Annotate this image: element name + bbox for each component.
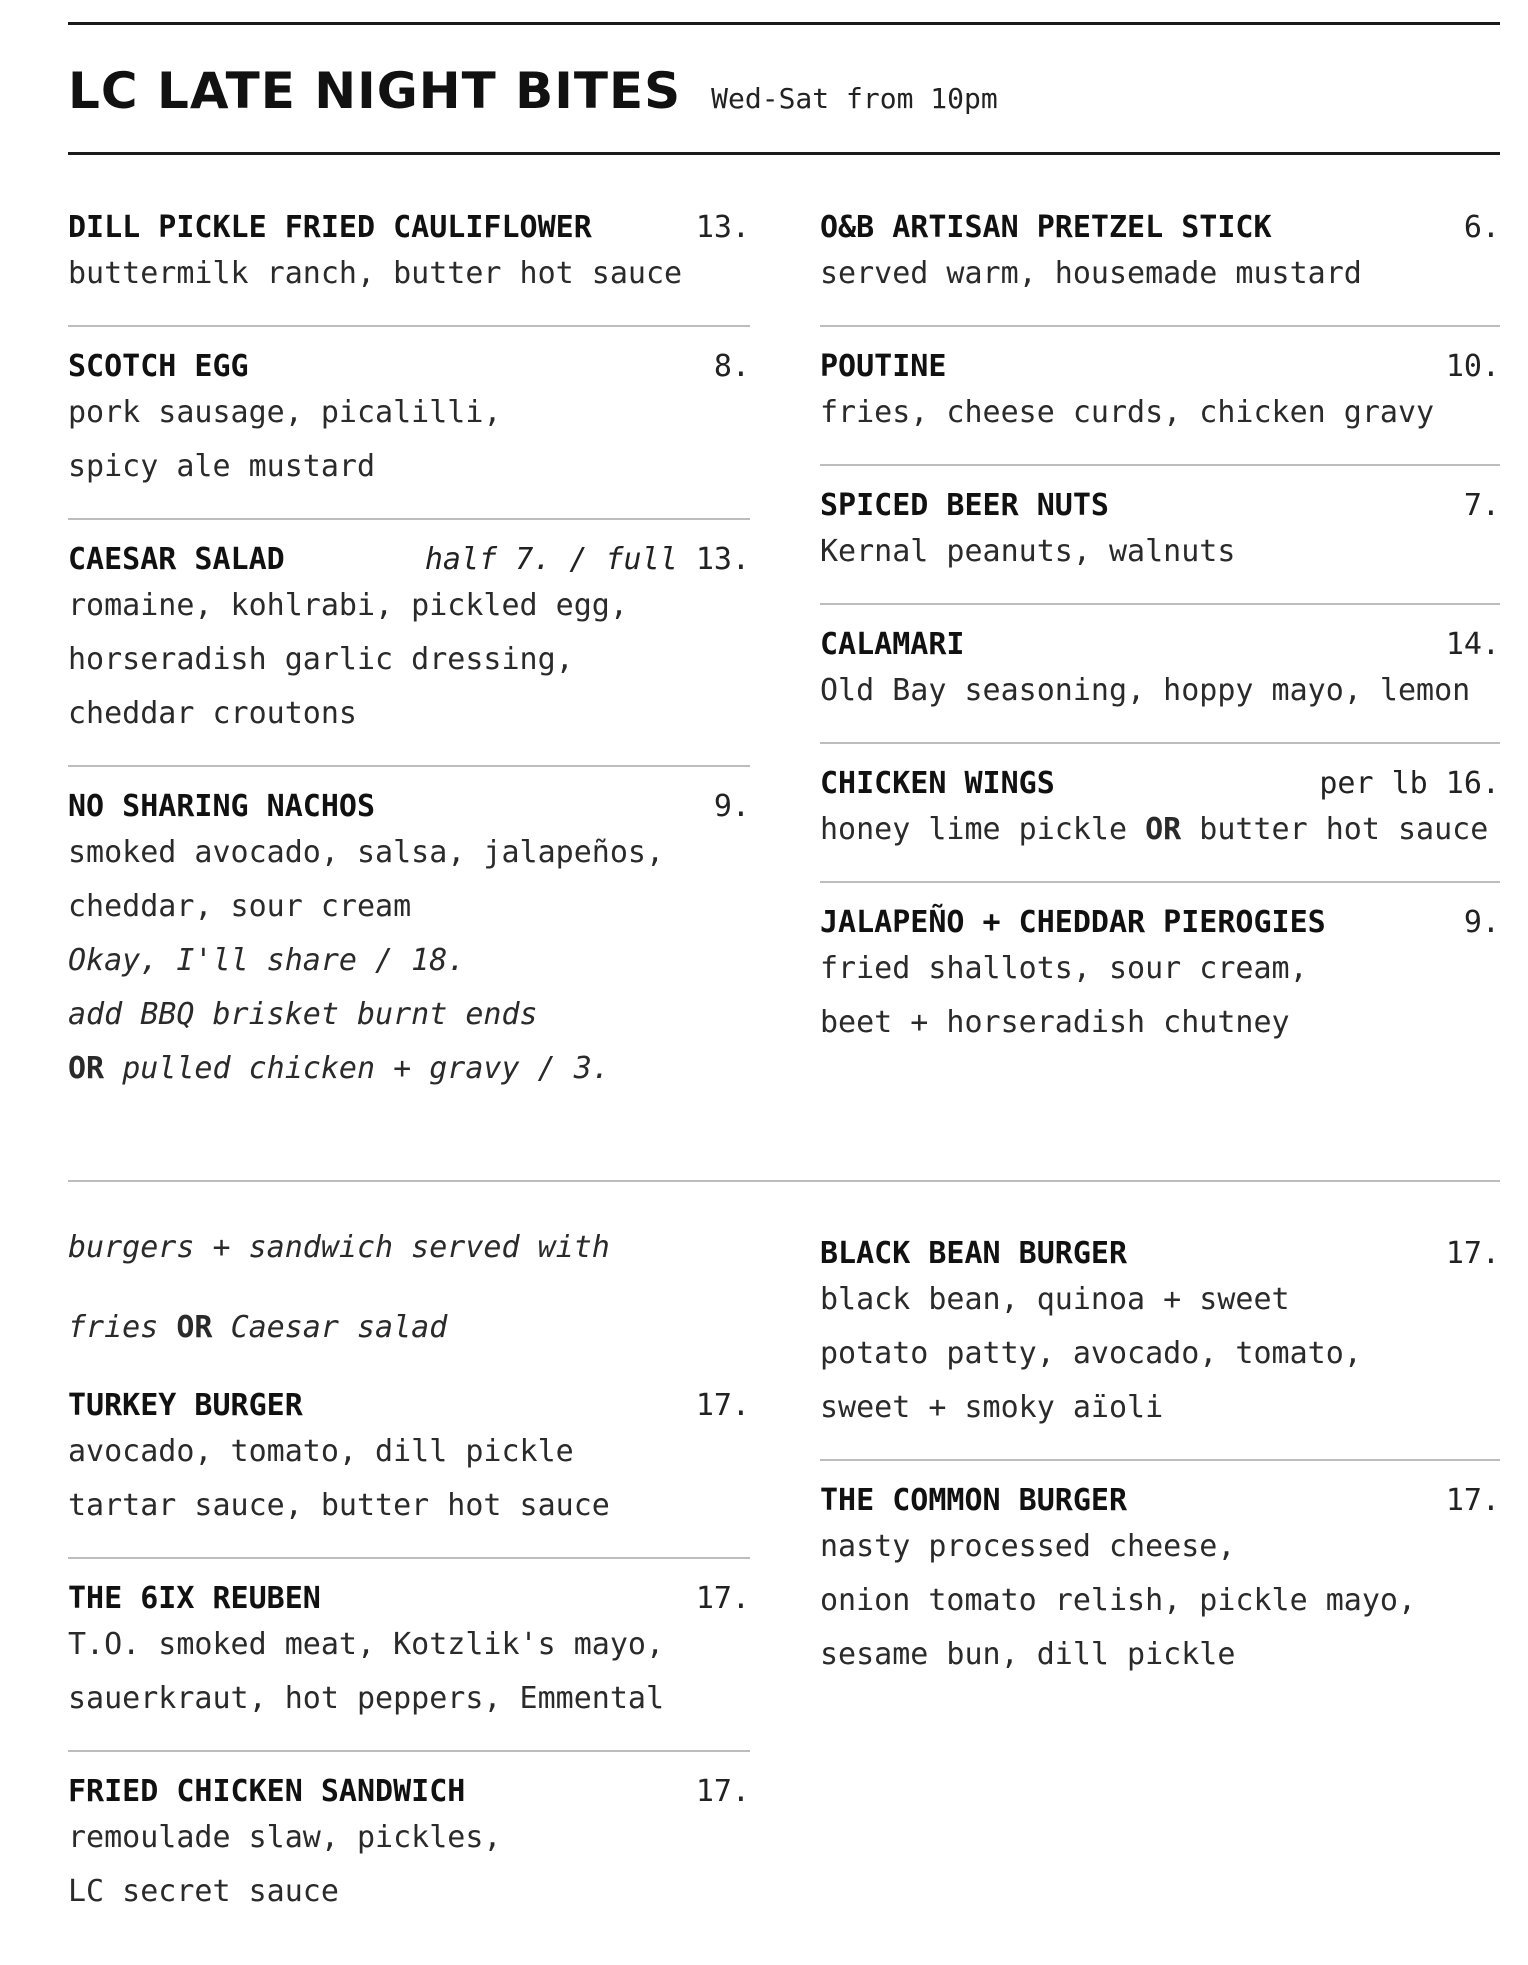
item-desc: spicy ale mustard [68,449,376,484]
item-desc: cheddar, sour cream [68,889,412,924]
item-price: 13. [695,210,750,245]
menu-item [820,627,1500,744]
price-half-label: half [424,542,498,577]
desc-option-a: honey lime pickle [820,812,1128,847]
burgers-right-column [820,1236,1500,1728]
menu-item [68,1774,750,1943]
item-desc: buttermilk ranch, butter hot sauce [68,256,683,291]
item-name: FRIED CHICKEN SANDWICH [68,1774,466,1809]
item-desc: horseradish garlic dressing, [68,642,574,677]
item-name: CALAMARI [820,627,965,662]
menu-header [68,62,998,120]
item-desc: tartar sauce, butter hot sauce [68,1488,610,1523]
or-label: OR [68,1051,105,1086]
item-desc: romaine, kohlrabi, pickled egg, [68,588,628,623]
item-name: SPICED BEER NUTS [820,488,1109,523]
price-full-label: full [605,542,678,577]
item-desc: fries, cheese curds, chicken gravy [820,395,1435,430]
menu-item [820,349,1500,466]
item-price: 9. [713,789,750,824]
menu-item [820,488,1500,605]
item-desc: nasty processed cheese, [820,1529,1236,1564]
item-name: POUTINE [820,349,947,384]
menu-item [68,1388,750,1559]
item-name: TURKEY BURGER [68,1388,303,1423]
menu-title: LC LATE NIGHT BITES [68,62,682,120]
item-price: 6. [1463,210,1500,245]
menu-item [820,1483,1500,1706]
item-desc: potato patty, avocado, tomato, [820,1336,1362,1371]
section-divider [68,1180,1500,1182]
item-price: per lb 16. [1319,766,1500,801]
item-price: 7. [1463,488,1500,523]
item-desc: sesame bun, dill pickle [820,1637,1236,1672]
item-name: O&B ARTISAN PRETZEL STICK [820,210,1272,245]
item-name: CAESAR SALAD [68,542,285,577]
item-desc: Kernal peanuts, walnuts [820,534,1236,569]
item-price: 14. [1445,627,1500,662]
item-desc: T.O. smoked meat, Kotzlik's mayo, [68,1627,665,1662]
item-desc: sweet + smoky aïoli [820,1390,1164,1425]
item-extra: add BBQ brisket burnt ends [68,997,538,1032]
item-price: 9. [1463,905,1500,940]
item-desc: remoulade slaw, pickles, [68,1820,502,1855]
desc-option-b: butter hot sauce [1199,812,1489,847]
item-price: 8. [713,349,750,384]
item-desc: sauerkraut, hot peppers, Emmental [68,1681,665,1716]
item-desc: LC secret sauce [68,1874,339,1909]
item-desc: smoked avocado, salsa, jalapeños, [68,835,665,870]
burgers-note [68,1228,750,1348]
menu-item [68,542,750,767]
item-name: THE 6IX REUBEN [68,1581,321,1616]
menu-item [68,210,750,327]
header-rule [68,152,1500,155]
menu-item [820,1236,1500,1461]
item-name: DILL PICKLE FRIED CAULIFLOWER [68,210,592,245]
item-name: NO SHARING NACHOS [68,789,376,824]
item-desc: fried shallots, sour cream, [820,951,1308,986]
menu-hours: Wed-Sat from 10pm [711,82,998,115]
item-price: 17. [695,1581,750,1616]
or-label: OR [1145,812,1182,847]
item-price [425,542,750,577]
note-option-a: fries [68,1310,159,1345]
item-extra: Okay, I'll share / 18. [68,943,466,978]
menu-item [820,766,1500,883]
item-price: 17. [695,1388,750,1423]
item-desc: cheddar croutons [68,696,357,731]
or-label: OR [176,1310,213,1345]
item-name: THE COMMON BURGER [820,1483,1128,1518]
item-desc: pork sausage, picalilli, [68,395,502,430]
item-name: BLACK BEAN BURGER [820,1236,1128,1271]
item-name: SCOTCH EGG [68,349,249,384]
item-price: 17. [695,1774,750,1809]
price-half-value: 7. / [515,542,588,577]
burgers-left-column [68,1228,750,1965]
menu-item [68,349,750,520]
menu-item [820,905,1500,1074]
menu-item [68,1581,750,1752]
menu-item [68,789,750,1120]
note-line [68,1308,750,1348]
item-desc: served warm, housemade mustard [820,256,1362,291]
item-price: 17. [1445,1236,1500,1271]
item-desc: beet + horseradish chutney [820,1005,1290,1040]
note-line: burgers + sandwich served with [68,1230,610,1265]
item-price: 10. [1445,349,1500,384]
item-desc: Old Bay seasoning, hoppy mayo, lemon [820,673,1471,708]
item-desc: avocado, tomato, dill pickle [68,1434,574,1469]
item-extra [68,1042,750,1096]
price-full-value: 13. [695,542,750,577]
item-name: CHICKEN WINGS [820,766,1055,801]
item-desc: black bean, quinoa + sweet [820,1282,1290,1317]
item-name: JALAPEÑO + CHEDDAR PIEROGIES [820,905,1326,940]
item-desc [820,803,1500,857]
note-option-b: Caesar salad [230,1310,448,1345]
menu-item [820,210,1500,327]
item-price: 17. [1445,1483,1500,1518]
bites-right-column [820,210,1500,1096]
bites-left-column [68,210,750,1142]
extra-option: pulled chicken + gravy / 3. [122,1051,610,1086]
top-rule [68,22,1500,25]
item-desc: onion tomato relish, pickle mayo, [820,1583,1417,1618]
